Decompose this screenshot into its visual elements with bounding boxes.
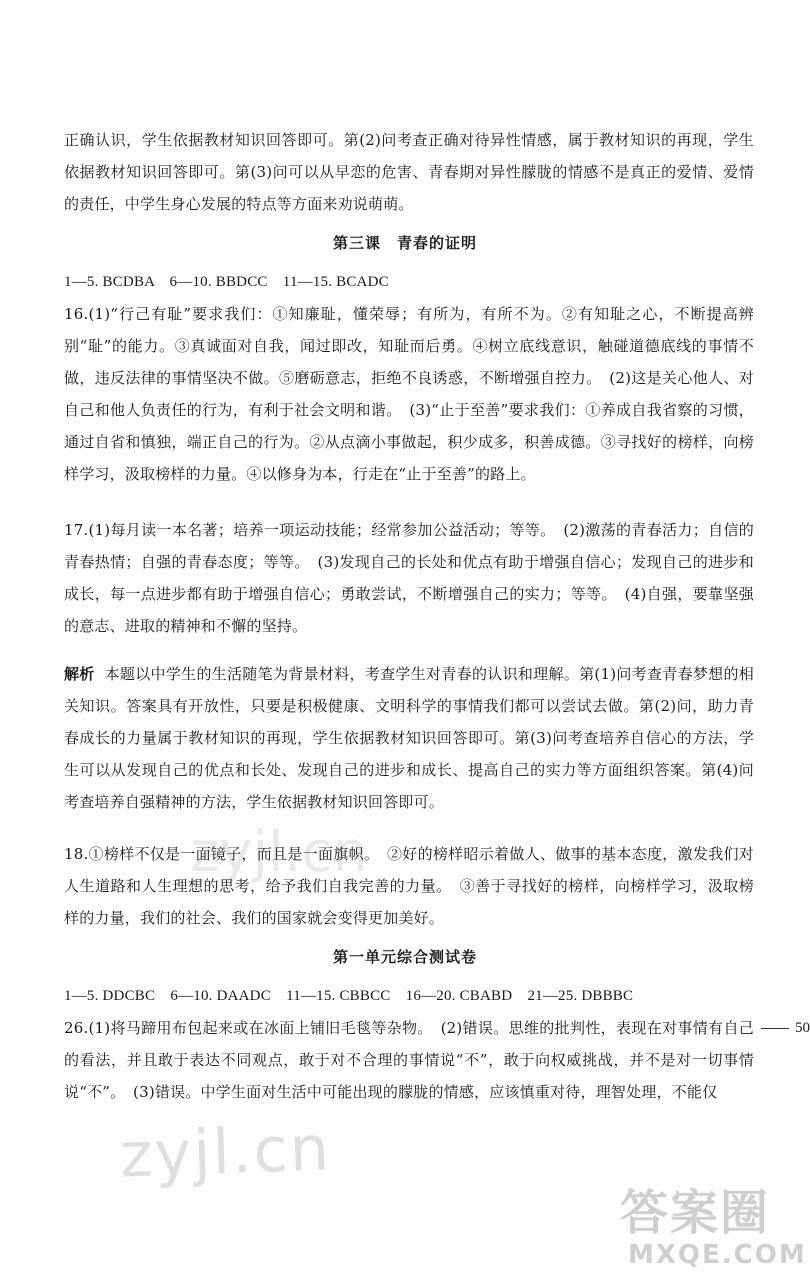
watermark-zyjl-faint: zyjl.cn bbox=[190, 820, 368, 885]
answer-q16: 16.(1)“行己有耻”要求我们：①知廉耻，懂荣辱；有所为，有所不为。②有知耻之心，不断提高辨别“耻”的能力。③真诚面对自我，闻过即改，知耻而后勇。④树立底线意识，触碰道德底线的事情不做，违反法律的事情坚决不做。⑤磨砺意志，拒绝不良诱惑，不断增强自控力。 (2)这是关心他人、对自己和他人负责任的行为，有利于社会文明和谐。 (3)“止于至善”要求我们：①养成自我省察的习惯，通过自省和慎独，端正自己的行为。②从点滴小事做起，积少成多，积善成德。③寻找好的榜样，向榜样学习，汲取榜样的力量。④以修身为本，行走在“止于至善”的路上。 bbox=[64, 305, 754, 483]
analysis-text: 本题以中学生的生活随笔为背景材料，考查学生对青春的认识和理解。第(1)问考查青春梦想的相关知识。答案具有开放性，只要是积极健康、文明科学的事情我们都可以尝试去做。第(2)问，助力青春成长的力量属于教材知识的再现，学生依据教材知识回答即可。第(3)问考查培养自信心的方法，学生可以从发现自己的优点和长处、发现自己的进步和成长、提高自己的实力等方面组织答案。第(4)问考查培养自强精神的方法，学生依据教材知识回答即可。 bbox=[64, 665, 754, 811]
answer-q26: 26.(1)将马蹄用布包起来或在冰面上铺旧毛毯等杂物。 (2)错误。思维的批判性，表现在对事情有自己的看法，并且敢于表达不同观点，敢于对不合理的事情说“不”，敢于向权威挑战，并不是对一切事情说“不”。 (3)错误。中学生面对生活中可能出现的朦胧的情感，应该慎重对待，理智处理，不能仅 bbox=[64, 1019, 754, 1101]
answer-q17: 17.(1)每月读一本名著；培养一项运动技能；经常参加公益活动；等等。 (2)激荡的青春活力；自信的青春热情；自强的青春态度；等等。 (3)发现自己的长处和优点有助于增强自信心；发现自己的进步和成长，每一点进步都有助于增强自信心；勇敢尝试，不断增强自己的实力；等等。 (4)自强，要靠坚强的意志、进取的精神和不懈的坚持。 bbox=[64, 521, 754, 635]
watermark-zyjl: zyjl.cn bbox=[118, 1111, 332, 1192]
watermark-logo bbox=[620, 1185, 805, 1275]
section-heading-unit-test: 第一单元综合测试卷 bbox=[332, 948, 477, 966]
section-heading-lesson3: 第三课 青春的证明 bbox=[332, 234, 477, 252]
page-number-dash bbox=[761, 1028, 789, 1029]
analysis-paragraph bbox=[64, 658, 754, 818]
watermark-logo-url: MXQE.COM bbox=[628, 1240, 807, 1270]
answer-q18: 18.①榜样不仅是一面镜子，而且是一面旗帜。 ②好的榜样昭示着做人、做事的基本态度，激发我们对人生道路和人生理想的思考，给予我们自我完善的力量。 ③善于寻找好的榜样，向榜样学习，汲取榜样的力量，我们的社会、我们的国家就会变得更加美好。 bbox=[64, 845, 754, 927]
choice-answers-unit-test: 1—5. DDCBC 6—10. DAADC 11—15. CBBCC 16—20. CBABD 21—25. DBBBC bbox=[64, 988, 634, 1004]
choice-answers-lesson3: 1—5. BCDBA 6—10. BBDCC 11—15. BCADC bbox=[64, 274, 389, 290]
intro-paragraph: 正确认识，学生依据教材知识回答即可。第(2)问考查正确对待异性情感，属于教材知识的再现，学生依据教材知识回答即可。第(3)问可以从早恋的危害、青春期对异性朦胧的情感不是真正的爱情、爱情的责任，中学生身心发展的特点等方面来劝说萌萌。 bbox=[64, 131, 754, 213]
watermark-logo-text: 答案圈 bbox=[620, 1185, 771, 1241]
analysis-label: 解析 bbox=[64, 665, 95, 683]
page-number: 50 bbox=[761, 1020, 810, 1037]
